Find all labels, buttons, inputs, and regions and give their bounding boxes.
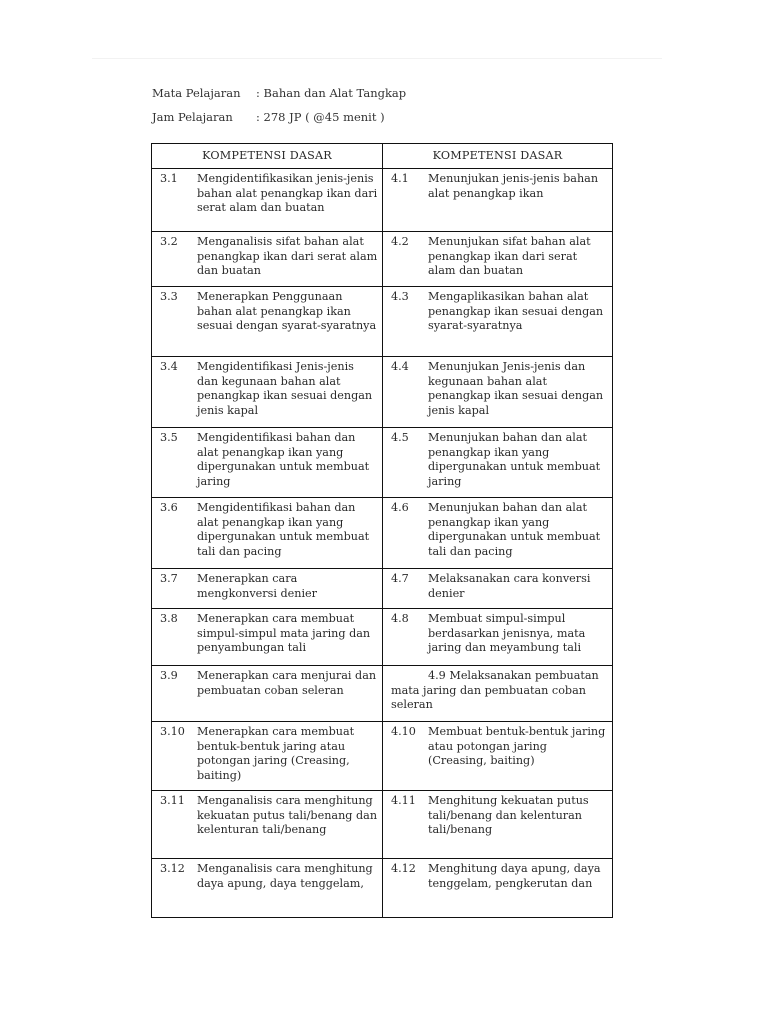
table-row [152,428,613,498]
left-competency-cell [152,609,383,666]
competency-text: Menghitung daya apung, daya tenggelam, pengkerutan dan [428,862,601,890]
competency-text: Menunjukan jenis-jenis bahan alat penangkap ikan [428,172,599,200]
competency-number: 4.5 [391,431,409,444]
left-competency-cell [152,357,383,428]
right-competency-cell [383,722,613,791]
competency-number: 4.4 [391,360,409,373]
left-competency-cell [152,666,383,722]
competency-number: 4.8 [391,612,409,625]
competency-number: 3.4 [160,360,178,373]
table-row [152,569,613,609]
left-competency-cell [152,428,383,498]
competency-text: Mengidentifikasi bahan dan alat penangkap ikan yang dipergunakan untuk membuat jaring [197,431,370,488]
competency-text: Melaksanakan pembuatan mata jaring dan pembuatan coban seleran [391,669,599,712]
competency-text: Menerapkan Penggunaan bahan alat penangkap ikan sesuai dengan syarat-syaratnya [197,290,377,333]
competency-number: 4.6 [391,501,409,514]
hours-value: : 278 JP ( @45 menit ) [256,110,385,124]
competency-text: Menunjukan Jenis-jenis dan kegunaan bahan alat penangkap ikan sesuai dengan jenis kapal [428,360,604,417]
competency-number: 4.2 [391,235,409,248]
left-competency-cell [152,859,383,918]
competency-number: 4.7 [391,572,409,585]
table-body [152,169,613,918]
table-row [152,722,613,791]
competency-number: 3.7 [160,572,178,585]
hours-label: Jam Pelajaran [152,110,233,124]
competency-text: Menunjukan bahan dan alat penangkap ikan yang dipergunakan untuk membuat jaring [428,431,601,488]
competency-number: 3.1 [160,172,178,185]
competency-number: 3.5 [160,431,178,444]
competency-number: 3.9 [160,669,178,682]
competency-text: Menganalisis cara menghitung kekuatan putus tali/benang dan kelenturan tali/benang [197,794,378,837]
right-competency-cell [383,232,613,287]
competency-text: Membuat simpul-simpul berdasarkan jenisnya, mata jaring dan meyambung tali [428,612,586,655]
column-header-left: KOMPETENSI DASAR [152,144,383,169]
competency-number: 3.12 [160,862,185,875]
left-competency-cell [152,498,383,569]
right-competency-cell [383,169,613,232]
competency-number: 4.3 [391,290,409,303]
table-row [152,859,613,918]
competency-number: 4.11 [391,794,416,807]
competency-number: 3.3 [160,290,178,303]
competency-number: 3.10 [160,725,185,738]
competency-text: Menerapkan cara membuat bentuk-bentuk jaring atau potongan jaring (Creasing, baiting) [197,725,355,782]
competency-number: 4.1 [391,172,409,185]
competency-text: Menerapkan cara menjurai dan pembuatan coban seleran [197,669,377,697]
right-competency-cell [383,666,613,722]
right-competency-cell [383,791,613,859]
column-header-right: KOMPETENSI DASAR [383,144,613,169]
left-competency-cell [152,722,383,791]
competency-number: 3.6 [160,501,178,514]
competency-text: Membuat bentuk-bentuk jaring atau potongan jaring (Creasing, baiting) [428,725,606,768]
competency-number: 4.10 [391,725,416,738]
table-row [152,609,613,666]
competency-text: Mengidentifikasi bahan dan alat penangkap ikan yang dipergunakan untuk membuat tali dan pacing [197,501,370,558]
competency-text: Menganalisis sifat bahan alat penangkap ikan dari serat alam dan buatan [197,235,378,278]
right-competency-cell [383,428,613,498]
left-competency-cell [152,287,383,357]
left-competency-cell [152,169,383,232]
competency-text: Mengidentifikasikan jenis-jenis bahan alat penangkap ikan dari serat alam dan buatan [197,172,378,215]
subject-label: Mata Pelajaran [152,86,241,100]
table-header-row [152,144,613,169]
competency-number: 4.9 [428,669,446,682]
table-row [152,169,613,232]
competency-text: Melaksanakan cara konversi denier [428,572,591,600]
competency-text: Mengaplikasikan bahan alat penangkap ikan sesuai dengan syarat-syaratnya [428,290,604,333]
competency-text: Menganalisis cara menghitung daya apung, daya tenggelam, [197,862,373,890]
competency-text: Menghitung kekuatan putus tali/benang dan kelenturan tali/benang [428,794,589,837]
top-rule [92,58,662,59]
table-row [152,498,613,569]
table-row [152,287,613,357]
competency-number: 3.8 [160,612,178,625]
hours-line [152,110,385,124]
table-row [152,666,613,722]
competency-text: Menerapkan cara membuat simpul-simpul mata jaring dan penyambungan tali [197,612,371,655]
table-row [152,791,613,859]
competency-text: Mengidentifikasi Jenis-jenis dan kegunaan bahan alat penangkap ikan sesuai dengan jenis kapal [197,360,373,417]
competency-number: 3.2 [160,235,178,248]
left-competency-cell [152,232,383,287]
left-competency-cell [152,569,383,609]
table-row [152,357,613,428]
left-competency-cell [152,791,383,859]
right-competency-cell [383,609,613,666]
competency-text: Menerapkan cara mengkonversi denier [197,572,318,600]
subject-line [152,86,406,100]
competency-text: Menunjukan sifat bahan alat penangkap ikan dari serat alam dan buatan [428,235,591,278]
right-competency-cell [383,287,613,357]
competency-number: 4.12 [391,862,416,875]
competency-number: 3.11 [160,794,185,807]
right-competency-cell [383,859,613,918]
competency-text: Menunjukan bahan dan alat penangkap ikan yang dipergunakan untuk membuat tali dan pacing [428,501,601,558]
right-competency-cell [383,569,613,609]
right-competency-cell [383,498,613,569]
competency-table [151,143,613,918]
subject-value: : Bahan dan Alat Tangkap [256,86,407,100]
table-row [152,232,613,287]
right-competency-cell [383,357,613,428]
competency-text-wrap [391,669,599,711]
